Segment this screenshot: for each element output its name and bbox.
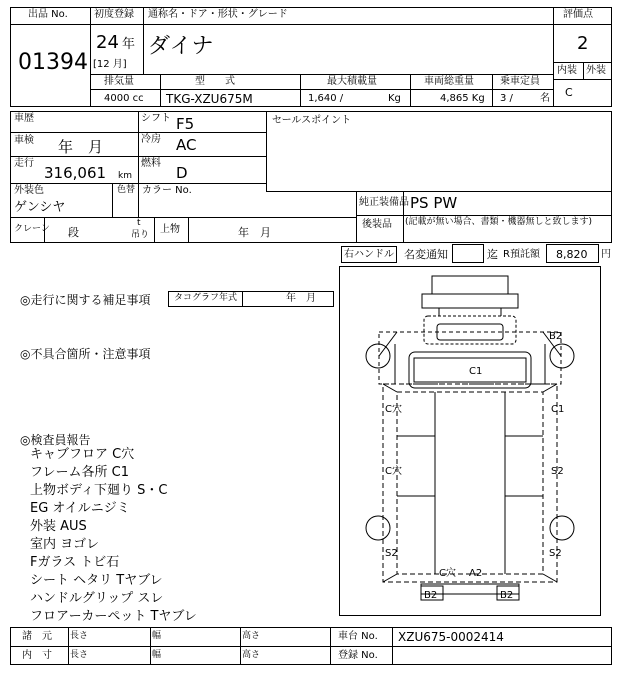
fuel-label: 燃料 [141,158,161,169]
height-label: 高さ [242,631,261,641]
diagram-mark: C穴 [385,404,402,415]
inspector-line: キャブフロア C穴 [30,447,135,462]
color-label: 外装色 [14,185,44,196]
tachograph-value: 年 月 [286,293,316,304]
lot-no-label: 出品 No. [28,9,68,20]
diagram-mark: B2 [549,331,563,342]
first-reg-month: [12 月] [93,59,127,70]
dims-label: 諸 元 [22,631,52,642]
tachograph-label: タコグラフ年式 [174,293,238,303]
mileage-unit: km [118,171,132,181]
diagram-mark: C穴 [439,568,456,579]
car-name: ダイナ [148,34,214,59]
crane-tonnage-t: t [137,218,141,228]
rating-label: 評価点 [563,9,593,20]
truck-damage-diagram [339,266,601,616]
color-code-label: カラー No. [142,185,192,196]
width-label: 幅 [152,650,162,660]
driving-notes-label: ◎走行に関する補足事項 [20,293,151,307]
width-label: 幅 [152,631,162,641]
header-frame [10,7,612,107]
model-label: 型 式 [195,76,235,87]
inspector-line: フレーム各所 C1 [30,465,129,480]
name-change-box [452,244,484,263]
exterior-label: 外装 [586,65,606,76]
chassis-no-value: XZU675-0002414 [398,630,504,644]
diagram-mark: S2 [551,466,564,477]
color-no-label: 色替 [117,185,136,195]
capacity-unit: 名 [540,93,550,104]
aftermarket-label: 後装品 [362,219,392,230]
recycle-value: 8,820 [556,248,588,261]
diagram-mark: B2 [500,590,514,601]
max-load-label: 最大積載量 [327,76,377,87]
gross-weight-label: 車両総重量 [424,76,474,87]
inspector-label: ◎検査員報告 [20,433,91,447]
capacity-label: 乗車定員 [500,76,540,87]
inspection-label: 車検 [14,135,34,146]
inspector-line: 上物ボディ下廻り S・C [30,483,168,498]
inspector-line: EG オイルニジミ [30,501,130,516]
chassis-no-label: 車台 No. [338,631,378,642]
diagram-mark: B2 [424,590,438,601]
length-label: 長さ [70,631,89,641]
crane-stage: 段 [68,226,79,239]
diagram-mark: S2 [549,548,562,559]
first-reg-label: 初度登録 [94,9,134,20]
diagram-mark: C1 [469,366,483,377]
equipment-value: PS PW [410,194,458,212]
handle-value: 右ハンドル [344,249,394,260]
ac-label: 冷房 [141,134,161,145]
inspector-line: 外装 AUS [30,519,87,534]
diagram-mark: S2 [385,548,398,559]
equipment-label: 純正装備品 [359,197,409,208]
diagram-mark: A2 [469,568,483,579]
sales-point-label: セールスポイント [272,115,352,126]
inspector-line: ハンドルグリップ スレ [30,591,164,606]
displacement: 4000 cc [104,93,144,104]
fuel-value: D [176,164,188,182]
upper-value: 年 月 [238,226,271,239]
deposit-prefix: 迄 [487,248,498,261]
shift-label: シフト [141,113,171,124]
color-value: ゲンシヤ [14,200,66,215]
shift-value: F5 [176,115,195,133]
max-load-unit: Kg [388,93,401,104]
length-label: 長さ [70,650,89,660]
recycle-label: R預託額 [503,249,540,260]
height-label: 高さ [242,650,261,660]
displacement-label: 排気量 [104,76,134,87]
diagram-mark: C穴 [385,466,402,477]
interior-label: 内装 [557,65,577,76]
capacity: 3 / [500,93,513,104]
mileage-label: 走行 [14,158,34,169]
defects-label: ◎不具合箇所・注意事項 [20,347,151,361]
history-label: 車歴 [14,113,34,124]
inspection-value: 年 月 [58,138,104,156]
model-code: TKG-XZU675M [166,92,253,106]
recycle-unit: 円 [601,249,611,260]
first-reg-year-suffix: 年 [122,37,136,52]
rating-value: 2 [577,33,589,54]
name-change-label: 名変通知 [404,248,448,261]
ac-value: AC [176,136,197,154]
crane-label: クレーン [14,224,50,234]
upper-label: 上物 [160,224,180,235]
mileage-value: 316,061 [44,164,107,182]
model-grade-label: 通称名・ドア・形状・グレード [148,9,288,20]
interior-dims-label: 内 寸 [22,650,52,661]
inspector-line: シート ヘタリ Tヤブレ [30,573,163,588]
first-reg-year: 24 [96,32,119,53]
inspector-line: Fガラス トビ石 [30,555,120,570]
crane-tonnage-label: 吊り [131,230,150,240]
max-load: 1,640 / [308,93,344,104]
interior-grade: C [565,86,573,99]
gross-weight: 4,865 Kg [440,93,485,104]
lot-no: 01394 [18,50,88,75]
inspector-line: 室内 ヨゴレ [30,537,100,552]
reg-no-label: 登録 No. [338,650,378,661]
diagram-mark: C1 [551,404,565,415]
inspector-line: フロアーカーペット Tヤブレ [30,609,197,624]
aftermarket-note: (記載が無い場合、書類・機器無しと致します) [405,217,593,227]
